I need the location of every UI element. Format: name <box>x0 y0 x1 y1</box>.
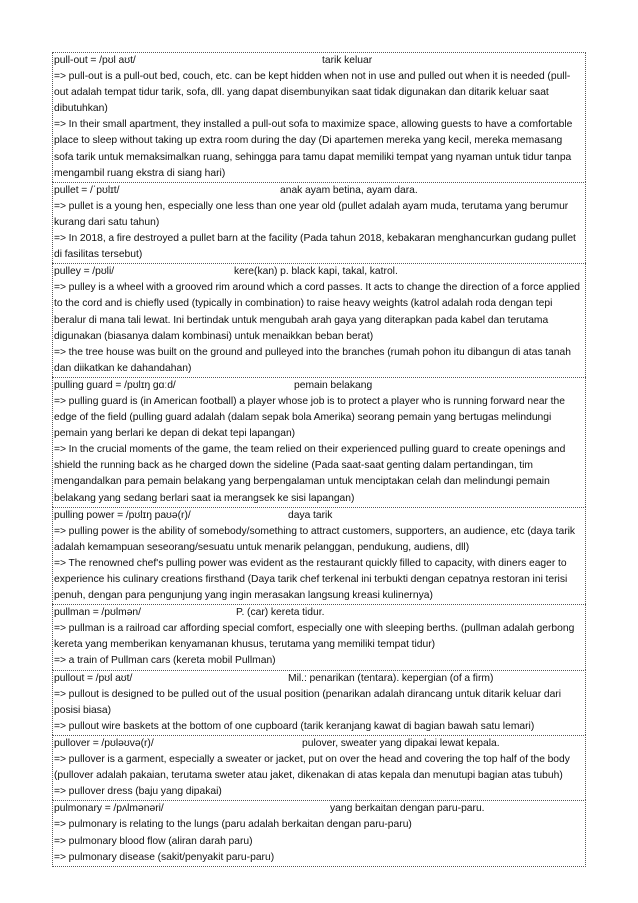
entry-pullover <box>52 735 586 800</box>
example-line: => pulmonary blood flow (aliran darah paru) <box>54 835 253 847</box>
entry-meaning: pemain belakang <box>294 379 373 391</box>
entry-pulley <box>52 263 586 377</box>
example-line: => a train of Pullman cars (kereta mobil Pullman) <box>54 655 276 667</box>
entry-meaning: daya tarik <box>288 509 333 521</box>
example-line: => In the crucial moments of the game, the team relied on their experienced pulling guard to create openings and shield the running back as he charged down the sideline (Pada saat-saat genting dalam pertandingan, tim mengandalkan para pemain belakang yang berpengalaman untuk menciptakan celah dan melindungi pemain belakang yang sedang berlari saat ia merangsek ke sisi lapangan) <box>54 444 566 504</box>
entry-header <box>54 671 584 687</box>
example-line: => pulmonary disease (sakit/penyakit paru-paru) <box>54 851 275 863</box>
entry-header <box>54 801 584 817</box>
entry-meaning: pulover, sweater yang dipakai lewat kepala. <box>302 737 500 749</box>
entry-pulmonary <box>52 800 586 866</box>
definition-line: => pullover is a garment, especially a sweater or jacket, put on over the head and covering the top half of the body (pullover adalah pakaian, terutama sweter atau jaket, dikenakan di atas kepala dan menutupi bagian atas tubuh) <box>54 754 570 782</box>
entry-pullet <box>52 182 586 263</box>
entry-term: pullover = /pʊləʊvə(r)/ <box>54 737 154 749</box>
definition-line: => pullout is designed to be pulled out of the usual position (penarikan adalah dirancang untuk ditarik keluar dari posisi biasa) <box>54 688 562 716</box>
entry-meaning: anak ayam betina, ayam dara. <box>280 184 418 196</box>
definition-line: => pulley is a wheel with a grooved rim around which a cord passes. It acts to change the direction of a force applied to the cord and is chiefly used (typically in combination) to raise heavy weights (katrol adalah roda dengan tepi beralur di mana tali lewat. Ini bertindak untuk mengubah arah gaya yang diterapkan pada kabel dan terutama digunakan (biasanya dalam kombinasi) untuk menaikkan beban berat) <box>54 282 580 342</box>
example-line: => In their small apartment, they installed a pull-out sofa to maximize space, allowing guests to have a comfortable place to sleep without taking up extra room during the day (Di apartemen mereka yang kecil, mereka memasang sofa tarik untuk memaksimalkan ruang, sehingga para tamu dapat memiliki tempat yang nyaman untuk tidur tanpa mengambil ruang ekstra di siang hari) <box>54 119 573 179</box>
entry-pull-out <box>52 52 586 182</box>
entry-header <box>54 605 584 621</box>
example-line: => The renowned chef's pulling power was evident as the restaurant quickly filled to capacity, with diners eager to experience his culinary creations firsthand (Daya tarik chef terkenal ini terbukti dengan cepatnya restoran ini terisi penuh, dengan para pengunjung yang ingin merasakan langsung kreasi kulinernya) <box>54 557 568 602</box>
definition-line: => pullman is a railroad car affording special comfort, especially one with sleeping berths. (pullman adalah gerbong kereta yang memberikan kenyamanan khusus, terutama yang memiliki tempat tidur) <box>54 623 575 651</box>
entry-term: pullet = /ˈpʊlɪt/ <box>54 184 120 196</box>
entry-header <box>54 508 584 524</box>
entry-header <box>54 183 584 199</box>
entry-meaning: Mil.: penarikan (tentara). kepergian (of a firm) <box>288 672 494 684</box>
entry-term: pulling power = /pʊlɪŋ paʊə(r)/ <box>54 509 191 521</box>
entry-meaning: yang berkaitan dengan paru-paru. <box>330 803 485 815</box>
definition-line: => pulling power is the ability of somebody/something to attract customers, supporters, an audience, etc (daya tarik adalah kemampuan seseorang/sesuatu untuk menarik pelanggan, pendukung, audiens, dll) <box>54 525 576 553</box>
entry-term: pulling guard = /pʊlɪŋ gɑːd/ <box>54 379 176 391</box>
entry-pulling-guard <box>52 377 586 507</box>
example-line: => the tree house was built on the ground and pulleyed into the branches (rumah pohon itu dibangun di atas tanah dan diikatkan ke dahandahan) <box>54 346 571 374</box>
dictionary-sheet <box>52 52 586 867</box>
entry-header <box>54 378 584 394</box>
definition-line: => pulmonary is relating to the lungs (paru adalah berkaitan dengan paru-paru) <box>54 819 412 831</box>
entry-header <box>54 736 584 752</box>
entry-meaning: tarik keluar <box>322 55 373 66</box>
entry-meaning: kere(kan) p. black kapi, takal, katrol. <box>234 266 398 278</box>
entry-meaning: P. (car) kereta tidur. <box>236 607 325 619</box>
definition-line: => pulling guard is (in American football) a player whose job is to protect a player who is running forward near the edge of the field (pulling guard adalah (dalam sepak bola Amerika) seorang pemain yang bertugas melindungi pemain yang berlari ke depan di dekat tepi lapangan) <box>54 395 565 440</box>
entry-term: pullout = /pʊl aʊt/ <box>54 672 133 684</box>
entry-term: pulley = /pʊli/ <box>54 266 115 278</box>
entry-header <box>54 53 584 69</box>
definition-line: => pull-out is a pull-out bed, couch, etc. can be kept hidden when not in use and pulled out when it is needed (pull-out adalah tempat tidur tarik, sofa, dll. yang dapat disembunyikan saat tidak digunakan dan ditarik keluar saat dibutuhkan) <box>54 71 571 115</box>
entry-term: pull-out = /pʊl aʊt/ <box>54 55 136 66</box>
entry-pullout <box>52 670 586 735</box>
example-line: => In 2018, a fire destroyed a pullet barn at the facility (Pada tahun 2018, kebakaran menghancurkan gudang pullet di fasilitas tersebut) <box>54 233 576 261</box>
example-line: => pullout wire baskets at the bottom of one cupboard (tarik keranjang kawat di bagian bawah satu lemari) <box>54 720 535 732</box>
example-line: => pullover dress (baju yang dipakai) <box>54 786 222 798</box>
entry-term: pullman = /pʊlmən/ <box>54 607 142 619</box>
entry-term: pulmonary = /pʌlmənəri/ <box>54 803 164 815</box>
entry-pullman <box>52 604 586 669</box>
entry-header <box>54 264 584 280</box>
entry-pulling-power <box>52 507 586 605</box>
definition-line: => pullet is a young hen, especially one less than one year old (pullet adalah ayam muda, terutama yang berumur kurang dari satu tahun) <box>54 200 569 228</box>
